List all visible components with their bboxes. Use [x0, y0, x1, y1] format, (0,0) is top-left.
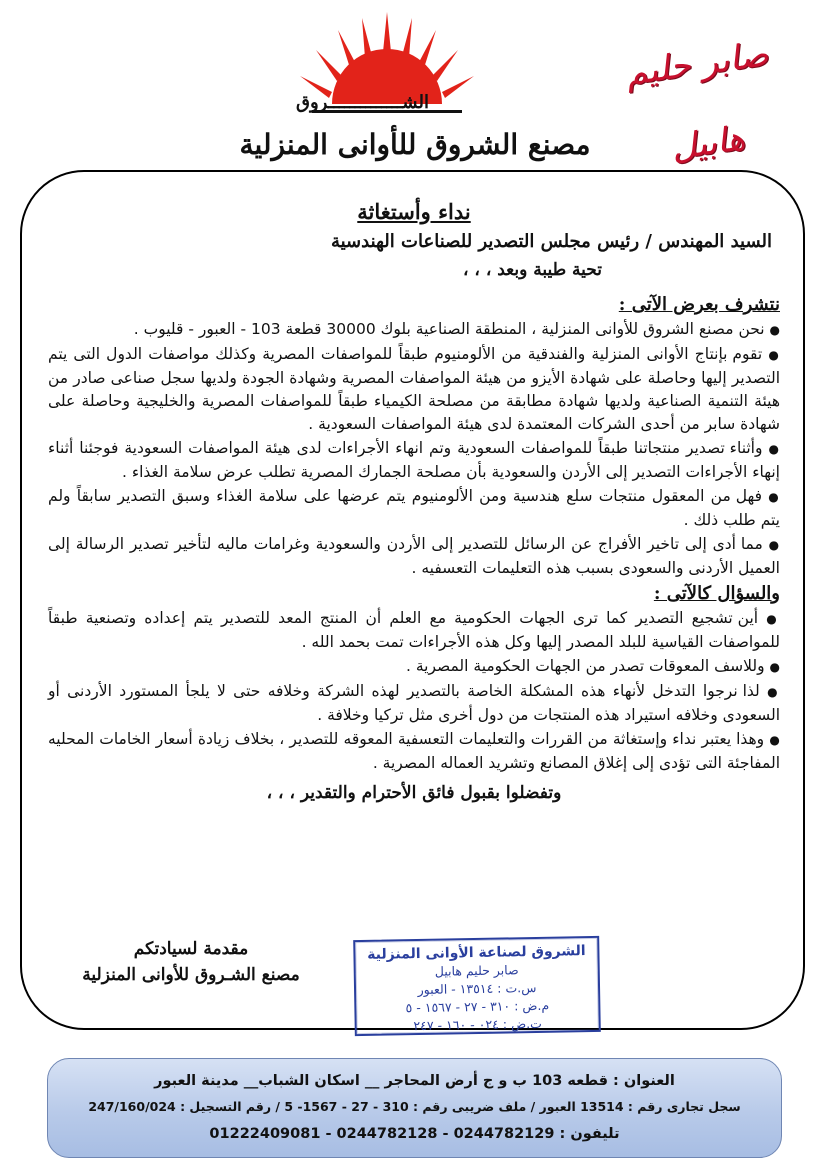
logo-wordmark: الشــــــــــــــروق	[296, 92, 429, 113]
addressee: السيد المهندس / رئيس مجلس التصدير للصناعات الهندسية	[330, 231, 772, 252]
stamp-owner: صابر حليم هابيل	[434, 962, 519, 979]
closing-line: وتفضلوا بقبول فائق الأحترام والتقدير ، ، ،	[266, 783, 562, 803]
bullet-icon: ●	[768, 348, 780, 362]
list-item: ● وأثناء تصدير منتجاتنا طبقاً للمواصفات السعودية وتم انهاء الأجراءات لدى هيئة المواصفات السعودية فوجئنا أثناء إنهاء الأجراءات التصدير إلى الأردن والسعودية بأن مصلحة الجمارك المصرية تطلب عرض سلامة الغذاء .	[48, 439, 780, 481]
factory-title: مصنع الشروق للأوانى المنزلية	[239, 128, 591, 161]
list-item: ● نحن مصنع الشروق للأوانى المنزلية ، المنطقة الصناعية بلوك 30000 قطعة 103 - العبور - قليوب .	[133, 320, 780, 338]
list-item: ● مما أدى إلى تاخير الأفراج عن الرسائل للتصدير إلى الأردن والسعودية وغرامات ماليه لتأخير تصدير الرسالة إلى العميل الأردنى والسعودى بسبب هذه التعليمات التعسفيه .	[48, 535, 780, 577]
bullet-icon: ●	[769, 660, 780, 674]
footer-phones: تليفون : 0244782129 - 0244782128 - 01222409081	[209, 1126, 620, 1142]
stamp-tax-reg: ت.ض : ٠٢٤ - ١٦٠ - ٢٤٧	[413, 1015, 542, 1034]
appeal-title: نداء وأستغاثة	[357, 199, 471, 224]
presented-by: مقدمة لسيادتكم	[133, 939, 249, 959]
bullet-icon: ●	[769, 733, 780, 747]
contact-footer	[47, 1058, 782, 1158]
footer-address: العنوان : قطعه 103 ب و ج أرض المحاجر __ اسكان الشباب__ مدينة العبور	[154, 1073, 675, 1089]
stamp-tax-file: م.ض : ٣١٠ - ٢٧ - ١٥٦٧ - ٥	[405, 997, 550, 1016]
section-title-presentation: نتشرف بعرض الآتى :	[618, 294, 780, 315]
list-item: ● لذا نرجوا التدخل لأنهاء هذه المشكلة الخاصة بالتصدير لهذه الشركة وخلافه حتى لا يلجأ المستورد الأردنى أو السعودى وخلافه استيراد هذه المنتجات من دول أخرى مثل تركيا وخلافة .	[48, 682, 780, 724]
bullet-icon: ●	[768, 490, 780, 504]
bullet-icon: ●	[769, 323, 780, 337]
list-item: ● تقوم بإنتاج الأوانى المنزلية والفندقية من الألومنيوم طبقاً للمواصفات المصرية وكذلك مواصفات الدول التى يتم التصدير إليها وحاصلة على شهادة الأيزو من هيئة المواصفات المصرية وشهادة الجودة ولديها سجل صناعى صادر من هيئة التنمية الصناعية ولديها شهادة مطابقة من مصلحة الكيمياء طبقاً للمواصفات المصرية والخليجية وحاصلة على شهادة سابر من أحدى الشركات المعتمدة لدى هيئة المواصفات السعودية .	[48, 345, 780, 433]
company-stamp	[353, 936, 601, 1036]
presented-factory: مصنع الشـروق للأوانى المنزلية	[82, 965, 300, 985]
list-item: ● وهذا يعتبر نداء وإستغاثة من القررات والتعليمات التعسفية المعوقه للتصدير ، بخلاف زيادة أسعار الخامات المحليه المفاجئة التى تؤدى إلى إغلاق المصانع وتشريد العماله المصرية .	[48, 730, 780, 772]
letter-body	[48, 200, 780, 805]
bullet-icon: ●	[766, 612, 780, 626]
letterhead	[0, 0, 827, 170]
footer-registry: سجل تجارى رقم : 13514 العبور / ملف ضريبى رقم : 310 - 27 - 1567- 5 / رقم التسجيل : 247/160/024	[88, 1099, 741, 1114]
list-item: ● أين تشجيع التصدير كما ترى الجهات الحكومية مع العلم أن المنتج المعد للتصدير يتم إعداده وتصنعية طبقاً للمواصفات القياسية للبلد المصدر إليها وكل هذه الأجراءات تمت بحمد الله .	[48, 609, 780, 651]
bullet-icon: ●	[767, 685, 780, 699]
greeting: تحية طيبة وبعد ، ، ،	[463, 260, 602, 280]
list-item: ● فهل من المعقول منتجات سلع هندسية ومن الألومنيوم يتم عرضها على سلامة الغذاء وسبق التصدير سابقاً ولم يتم طلب ذلك .	[48, 487, 780, 529]
list-item: ● وللاسف المعوقات تصدر من الجهات الحكومية المصرية .	[406, 657, 780, 675]
bullet-icon: ●	[768, 538, 780, 552]
presented-by-block	[56, 936, 326, 988]
handwritten-signature: صابر حليم هابيل	[623, 34, 771, 169]
stamp-company: الشروق لصناعة الأوانى المنزلية	[367, 943, 586, 963]
bullet-icon: ●	[768, 442, 780, 456]
section-title-question: والسؤال كالآتى :	[653, 583, 780, 604]
stamp-registry: س.ت : ١٣٥١٤ - العبور	[417, 979, 537, 998]
